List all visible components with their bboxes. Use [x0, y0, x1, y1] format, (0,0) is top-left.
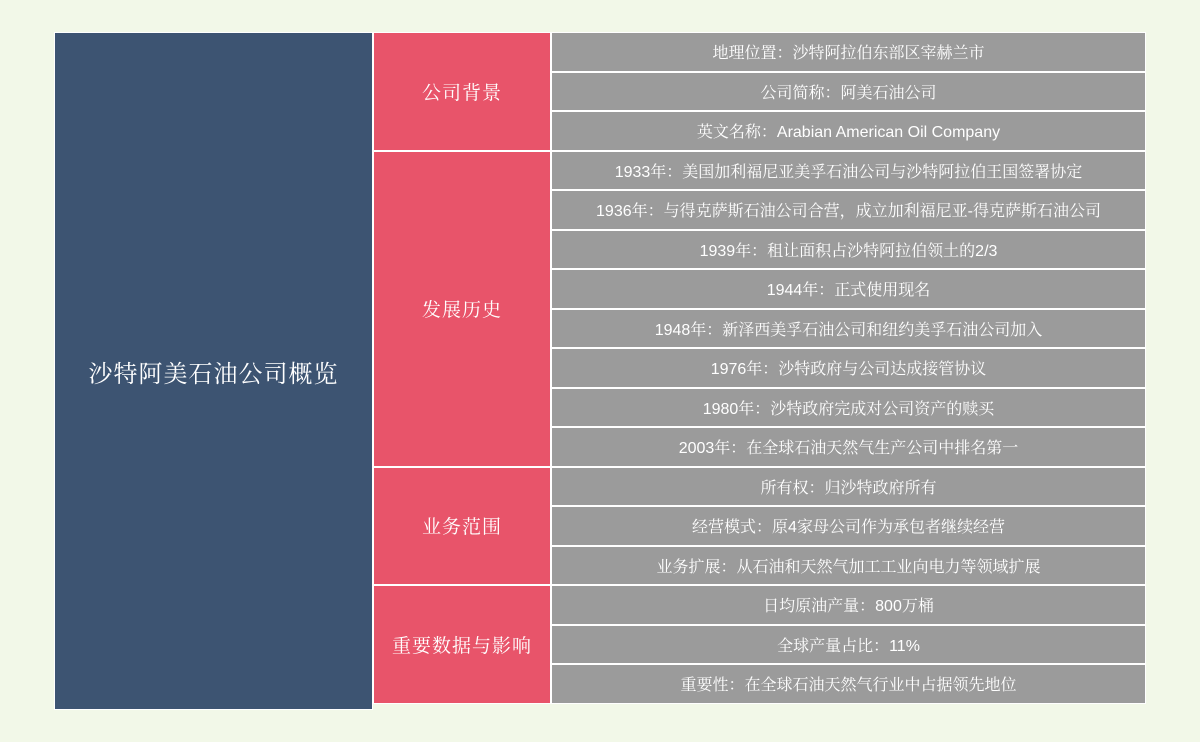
list-item: 英文名称：Arabian American Oil Company: [551, 111, 1146, 151]
list-item: 日均原油产量：800万桶: [551, 585, 1146, 625]
group-business-scope: [373, 467, 1146, 586]
item-list: [551, 467, 1146, 586]
list-item: 1936年：与得克萨斯石油公司合营，成立加利福尼亚-得克萨斯石油公司: [551, 190, 1146, 230]
item-list: [551, 151, 1146, 467]
category-label: 公司背景: [373, 32, 551, 151]
page-title: 沙特阿美石油公司概览: [88, 360, 339, 388]
category-label: 业务范围: [373, 467, 551, 586]
list-item: 地理位置：沙特阿拉伯东部区宰赫兰市: [551, 32, 1146, 72]
group-key-data-impact: [373, 585, 1146, 704]
group-company-background: [373, 32, 1146, 151]
root-title-cell: [54, 32, 373, 710]
list-item: 1933年：美国加利福尼亚美孚石油公司与沙特阿拉伯王国签署协定: [551, 151, 1146, 191]
category-label: 发展历史: [373, 151, 551, 467]
item-list: [551, 32, 1146, 151]
item-list: [551, 585, 1146, 704]
group-development-history: [373, 151, 1146, 467]
list-item: 1939年：租让面积占沙特阿拉伯领土的2/3: [551, 230, 1146, 270]
list-item: 公司简称：阿美石油公司: [551, 72, 1146, 112]
list-item: 1976年：沙特政府与公司达成接管协议: [551, 348, 1146, 388]
summary-table: [54, 32, 1146, 710]
list-item: 经营模式：原4家母公司作为承包者继续经营: [551, 506, 1146, 546]
list-item: 1948年：新泽西美孚石油公司和纽约美孚石油公司加入: [551, 309, 1146, 349]
group-column: [373, 32, 1146, 710]
list-item: 1944年：正式使用现名: [551, 269, 1146, 309]
list-item: 重要性：在全球石油天然气行业中占据领先地位: [551, 664, 1146, 704]
list-item: 所有权：归沙特政府所有: [551, 467, 1146, 507]
category-label: 重要数据与影响: [373, 585, 551, 704]
list-item: 1980年：沙特政府完成对公司资产的赎买: [551, 388, 1146, 428]
list-item: 全球产量占比：11%: [551, 625, 1146, 665]
list-item: 2003年：在全球石油天然气生产公司中排名第一: [551, 427, 1146, 467]
list-item: 业务扩展：从石油和天然气加工工业向电力等领域扩展: [551, 546, 1146, 586]
